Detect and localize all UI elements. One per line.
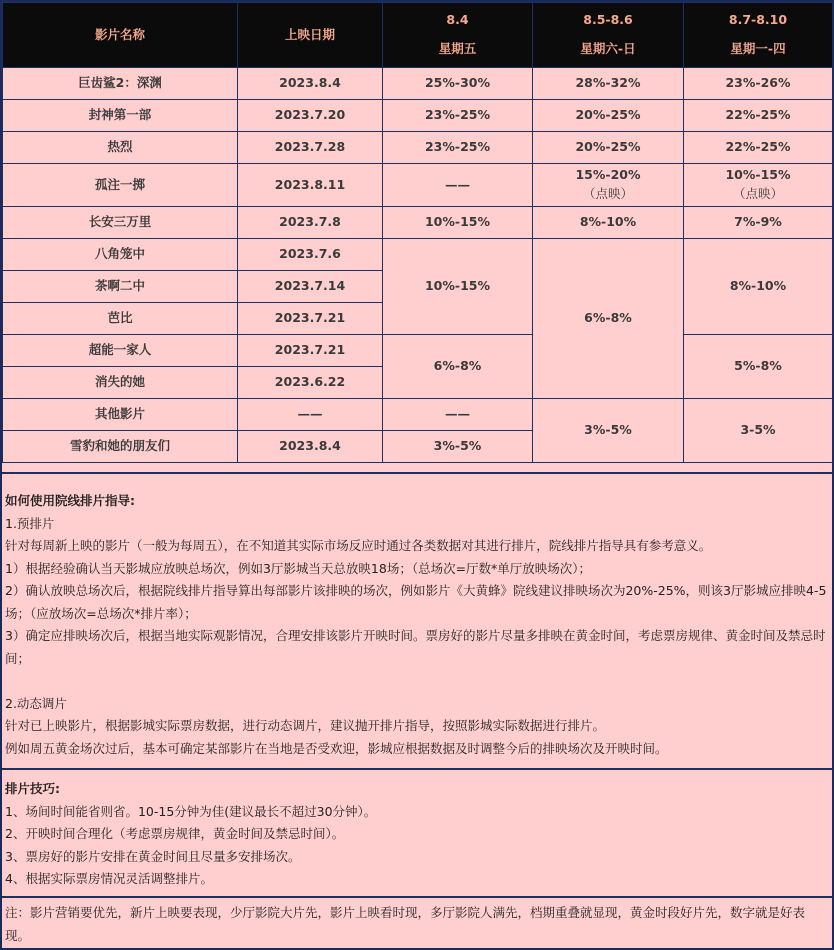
rate-p3: 22%-25% [684, 132, 833, 164]
rate-p2 [533, 164, 684, 207]
rate-p2: 20%-25% [533, 100, 684, 132]
rate-p1-merged: 6%-8% [383, 335, 533, 399]
rate-p2-merged: 3%-5% [533, 399, 684, 463]
table-row [3, 164, 833, 207]
rate-p3-merged: 8%-10% [684, 239, 833, 335]
release-date: 2023.7.20 [238, 100, 383, 132]
film-name: 封神第一部 [3, 100, 238, 132]
guide-s1-intro: 针对每周新上映的影片（一般为每周五），在不知道其实际市场反应时通过各类数据对其进行排片，院线排片指导具有参考意义。 [5, 538, 712, 553]
rate-p1: 3%-5% [383, 431, 533, 463]
release-date: 2023.7.8 [238, 207, 383, 239]
table-row [3, 100, 833, 132]
header-film: 影片名称 [3, 3, 238, 68]
note-section [2, 896, 832, 950]
rate-value: 15%-20% [575, 167, 641, 183]
rate-p3-merged: 5%-8% [684, 335, 833, 399]
tip-item: 4、根据实际票房情况灵活调整排片。 [5, 871, 213, 886]
tip-item: 3、票房好的影片安排在黄金时间且尽量多安排场次。 [5, 848, 301, 864]
rate-p1: 23%-25% [383, 132, 533, 164]
release-date: 2023.8.4 [238, 68, 383, 100]
release-date: 2023.8.4 [238, 431, 383, 463]
release-date: 2023.7.14 [238, 271, 383, 303]
film-name: 消失的她 [3, 367, 238, 399]
tips-title: 排片技巧: [5, 781, 60, 796]
tip-item: 1、场间时间能省则省。10-15分钟为佳(建议最长不超过30分钟）。 [5, 803, 377, 819]
film-name: 热烈 [3, 132, 238, 164]
rate-p3-merged: 3-5% [684, 399, 833, 463]
film-name: 其他影片 [3, 399, 238, 431]
film-name: 八角笼中 [3, 239, 238, 271]
tip-item: 2、开映时间合理化（考虑票房规律，黄金时间及禁忌时间）。 [5, 826, 345, 841]
header-period-1: 8.4 星期五 [383, 3, 533, 68]
film-name: 长安三万里 [3, 207, 238, 239]
rate-p1: 23%-25% [383, 100, 533, 132]
schedule-table [2, 2, 833, 463]
guide-s1-item: 1）根据经验确认当天影城应放映总场次，例如3厅影城当天总放映18场；（总场次=厅数*单厅放映场次）； [5, 560, 592, 576]
guide-title: 如何使用院线排片指导: [5, 493, 135, 508]
film-name: 巨齿鲨2：深渊 [3, 68, 238, 100]
table-header-row [3, 3, 833, 68]
guide-s1-item: 2）确认放映总场次后，根据院线排片指导算出每部影片该排映的场次，例如影片《大黄蜂》院线建议排映场次为20%-25%，则该3厅影城应排映4-5场；（应放场次=总场次*排片率）； [5, 583, 827, 621]
table-row [3, 399, 833, 431]
header-period-2: 8.5-8.6 星期六-日 [533, 3, 684, 68]
rate-p1: 10%-15% [383, 207, 533, 239]
rate-p3: 7%-9% [684, 207, 833, 239]
preview-note: （点映） [732, 186, 783, 201]
rate-p2: 20%-25% [533, 132, 684, 164]
rate-p1-merged: 10%-15% [383, 239, 533, 335]
release-date: 2023.7.28 [238, 132, 383, 164]
rate-value: 10%-15% [725, 167, 791, 183]
film-name: 超能一家人 [3, 335, 238, 367]
rate-p3: 23%-26% [684, 68, 833, 100]
rate-p2-merged: 6%-8% [533, 239, 684, 399]
rate-p2: 8%-10% [533, 207, 684, 239]
film-name: 芭比 [3, 303, 238, 335]
rate-p1: —— [383, 399, 533, 431]
header-release: 上映日期 [238, 3, 383, 68]
table-row [3, 207, 833, 239]
header-period-3: 8.7-8.10 星期一-四 [684, 3, 833, 68]
preview-note: （点映） [582, 186, 633, 201]
guide-section [2, 472, 832, 768]
rate-p1: 25%-30% [383, 68, 533, 100]
release-date: 2023.8.11 [238, 164, 383, 207]
rate-p1: —— [383, 164, 533, 207]
note-text: 注：影片营销要优先，新片上映要表现，少厅影院大片先，影片上映看时现，多厅影院人满先，档期重叠就显现，黄金时段好片先，数字就是好表现。 [5, 905, 806, 943]
film-name: 孤注一掷 [3, 164, 238, 207]
table-row [3, 132, 833, 164]
release-date: —— [238, 399, 383, 431]
rate-p2: 28%-32% [533, 68, 684, 100]
release-date: 2023.7.6 [238, 239, 383, 271]
release-date: 2023.7.21 [238, 303, 383, 335]
guide-s2-line: 例如周五黄金场次过后，基本可确定某部影片在当地是否受欢迎，影城应根据数据及时调整今后的排映场次及开映时间。 [5, 740, 668, 756]
tips-section [2, 768, 832, 896]
release-date: 2023.7.21 [238, 335, 383, 367]
rate-p3: 22%-25% [684, 100, 833, 132]
table-row [3, 335, 833, 367]
rate-p3 [684, 164, 833, 207]
guide-s2-line: 针对已上映影片，根据影城实际票房数据，进行动态调片，建议抛开排片指导，按照影城实际数据进行排片。 [5, 718, 606, 733]
guide-s1-item: 3）确定应排映场次后，根据当地实际观影情况，合理安排该影片开映时间。票房好的影片尽量多排映在黄金时间，考虑票房规律、黄金时间及禁忌时间； [5, 628, 826, 666]
release-date: 2023.6.22 [238, 367, 383, 399]
guide-s1-title: 1.预排片 [5, 515, 55, 531]
film-name: 茶啊二中 [3, 271, 238, 303]
film-name: 雪豹和她的朋友们 [3, 431, 238, 463]
table-row [3, 239, 833, 271]
table-row [3, 68, 833, 100]
guide-s2-title: 2.动态调片 [5, 695, 67, 711]
